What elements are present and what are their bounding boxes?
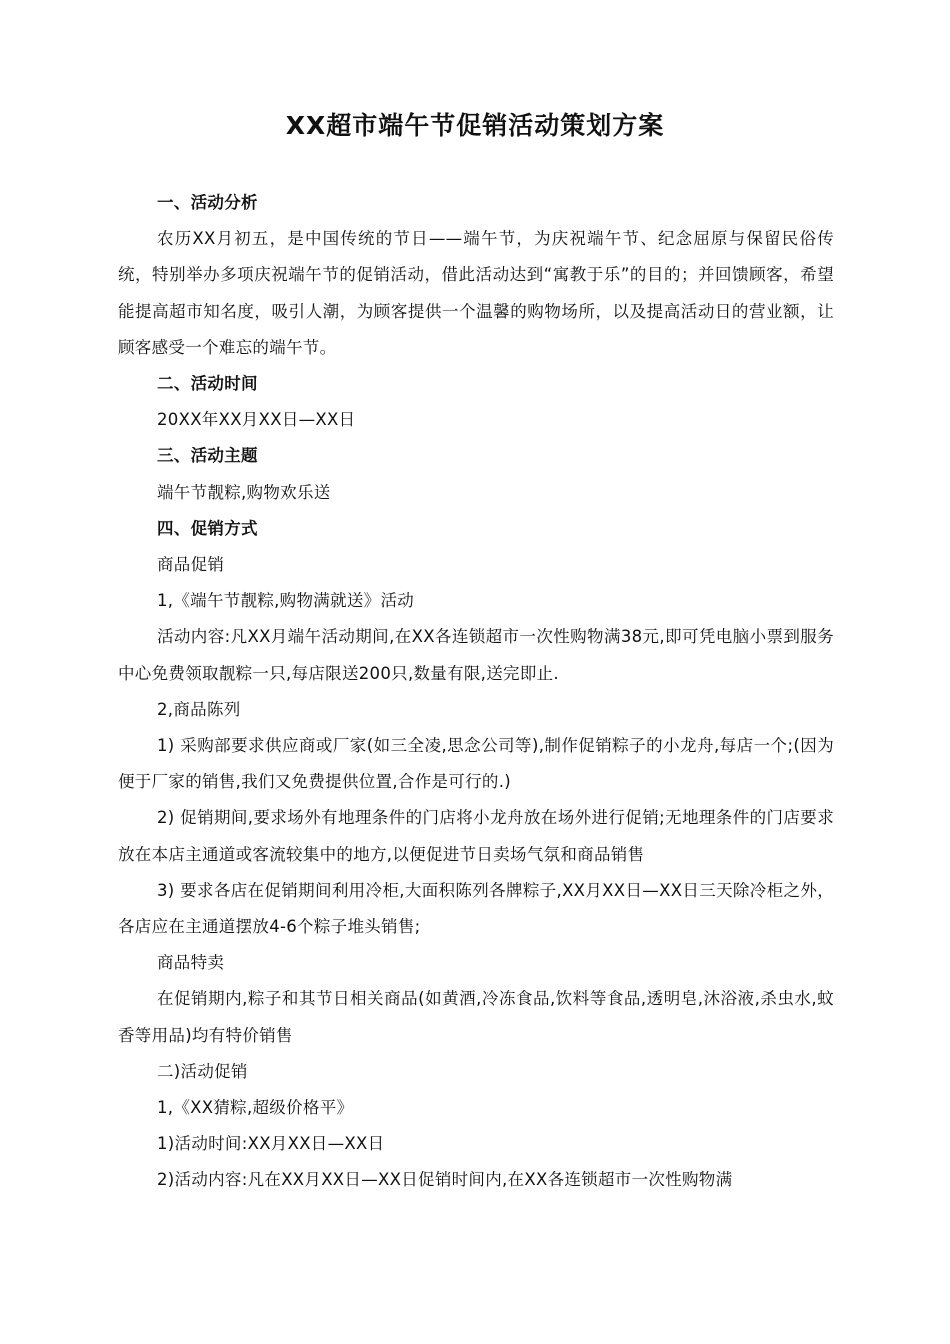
- section-heading: 一、活动分析: [157, 193, 258, 212]
- body-paragraph: 农历XX月初五，是中国传统的节日——端午节，为庆祝端午节、纪念屈原与保留民俗传统，特别举办多项庆祝端午节的促销活动，借此活动达到“寓教于乐”的目的；并回馈顾客，希望能提高超市知名度，吸引人潮，为顾客提供一个温馨的购物场所，以及提高活动日的营业额，让顾客感受一个难忘的端午节。: [118, 229, 834, 357]
- body-paragraph: 2) 促销期间,要求场外有地理条件的门店将小龙舟放在场外进行促销;无地理条件的门店要求放在本店主通道或客流较集中的地方,以便促进节日卖场气氛和商品销售: [118, 808, 834, 864]
- body-paragraph: 二)活动促销: [157, 1061, 248, 1081]
- section-heading: 四、促销方式: [157, 518, 258, 538]
- body-paragraph: 商品促销: [157, 555, 225, 575]
- body-paragraph: 端午节靓粽,购物欢乐送: [157, 482, 331, 502]
- body-paragraph: 2)活动内容:凡在XX月XX日—XX日促销时间内,在XX各连锁超市一次性购物满: [157, 1170, 733, 1190]
- body-paragraph: 1) 采购部要求供应商或厂家(如三全凌,思念公司等),制作促销粽子的小龙舟,每店一个;(因为便于厂家的销售,我们又免费提供位置,合作是可行的.): [118, 736, 834, 792]
- body-paragraph: 1,《端午节靓粽,购物满就送》活动: [157, 591, 415, 611]
- body-paragraph: 20XX年XX月XX日—XX日: [157, 410, 356, 430]
- section-heading: 三、活动主题: [157, 446, 258, 466]
- body-paragraph: 1)活动时间:XX月XX日—XX日: [157, 1134, 385, 1154]
- body-paragraph: 3) 要求各店在促销期间利用冷柜,大面积陈列各牌粽子,XX月XX日—XX日三天除冷柜之外，各店应在主通道摆放4-6个粽子堆头销售;: [118, 880, 834, 937]
- body-paragraph: 活动内容:凡XX月端午活动期间,在XX各连锁超市一次性购物满38元,即可凭电脑小票到服务中心免费领取靓粽一只,每店限送200只,数量有限,送完即止.: [118, 627, 834, 683]
- body-paragraph: 在促销期内,粽子和其节日相关商品(如黄酒,冷冻食品,饮料等食品,透明皂,沐浴液,杀虫水,蚊香等用品)均有特价销售: [118, 989, 834, 1045]
- section-heading: 二、活动时间: [157, 374, 258, 394]
- document-body: [118, 185, 834, 1199]
- body-paragraph: 1,《XX猜粽,超级价格平》: [157, 1098, 354, 1118]
- body-paragraph: 商品特卖: [157, 953, 225, 973]
- body-paragraph: 2,商品陈列: [157, 699, 241, 719]
- document-title: XX超市端午节促销活动策划方案: [285, 111, 665, 140]
